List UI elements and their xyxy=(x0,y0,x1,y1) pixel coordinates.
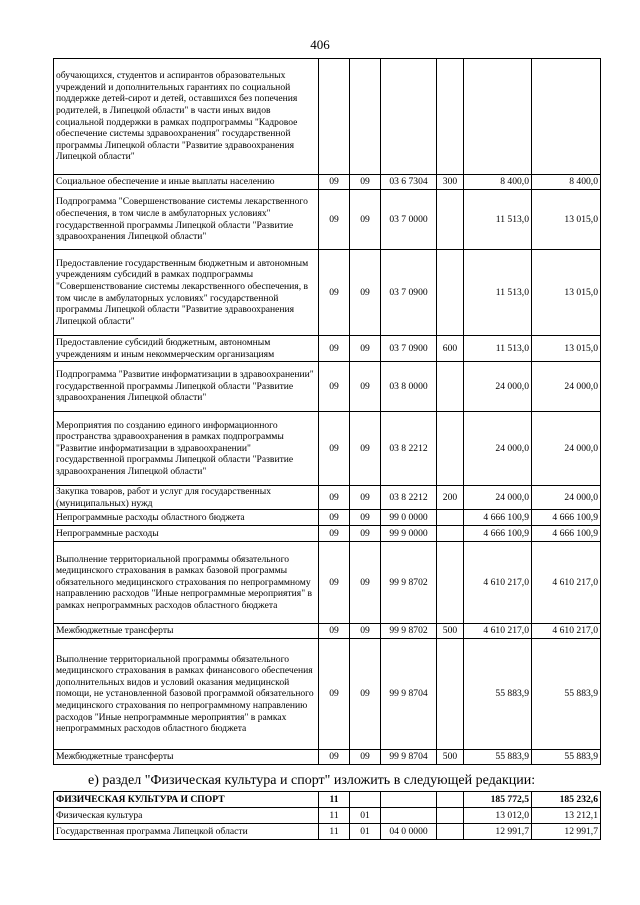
table-row xyxy=(54,824,601,840)
amount-year2-cell: 12 991,7 xyxy=(532,824,601,840)
section-cell: 11 xyxy=(319,824,350,840)
amount-year2-cell: 185 232,6 xyxy=(532,792,601,808)
subsection-cell: 01 xyxy=(350,808,381,824)
amount-year1-cell: 11 513,0 xyxy=(464,190,532,250)
name-cell: Физическая культура xyxy=(54,808,319,824)
amount-year1-cell: 4 610 217,0 xyxy=(464,542,532,624)
target-article-cell: 99 9 8704 xyxy=(381,750,437,765)
expense-type-cell: 200 xyxy=(437,486,464,510)
table-row xyxy=(54,190,601,250)
name-cell: обучающихся, студентов и аспирантов образовательных учреждений и дополнительных гарантиях по социальной поддержке детей-сирот и детей, оставшихся без попечения родителей, в Липецкой области" в части иных видов социальной поддержки в рамках подпрограммы "Кадровое обеспечение системы здравоохранения" государственной программы Липецкой области "Развитие здравоохранения Липецкой области" xyxy=(54,59,319,175)
amount-year2-cell: 24 000,0 xyxy=(532,486,601,510)
subsection-cell: 09 xyxy=(350,639,381,750)
table-row xyxy=(54,412,601,486)
target-article-cell: 99 9 0000 xyxy=(381,526,437,542)
name-cell: Подпрограмма "Совершенствование системы лекарственного обеспечения, в том числе в амбулаторных условиях" государственной программы Липецкой области "Развитие здравоохранения Липецкой области" xyxy=(54,190,319,250)
name-cell: Межбюджетные трансферты xyxy=(54,624,319,639)
section-cell: 09 xyxy=(319,639,350,750)
table-row xyxy=(54,526,601,542)
section-heading: е) раздел "Физическая культура и спорт" изложить в следующей редакции: xyxy=(88,773,536,788)
section-cell: 09 xyxy=(319,486,350,510)
section-cell: 09 xyxy=(319,412,350,486)
budget-table xyxy=(53,58,601,765)
section-cell: 09 xyxy=(319,510,350,526)
section-cell xyxy=(319,59,350,175)
table-row xyxy=(54,510,601,526)
amount-year1-cell: 4 610 217,0 xyxy=(464,624,532,639)
table-row xyxy=(54,792,601,808)
amount-year2-cell: 4 610 217,0 xyxy=(532,542,601,624)
subsection-cell: 09 xyxy=(350,526,381,542)
expense-type-cell xyxy=(437,542,464,624)
amount-year2-cell xyxy=(532,59,601,175)
expense-type-cell xyxy=(437,792,464,808)
name-cell: Выполнение территориальной программы обязательного медицинского страхования в рамках базовой программы обязательного медицинского страхования по непрограммному направлению расходов "Иные непрограммные мероприятия" в рамках непрограммных расходов областного бюджета xyxy=(54,542,319,624)
section-cell: 09 xyxy=(319,362,350,412)
subsection-cell: 09 xyxy=(350,412,381,486)
expense-type-cell xyxy=(437,362,464,412)
table-row xyxy=(54,250,601,336)
name-cell: Социальное обеспечение и иные выплаты населению xyxy=(54,175,319,190)
amount-year1-cell: 55 883,9 xyxy=(464,750,532,765)
amount-year2-cell: 24 000,0 xyxy=(532,362,601,412)
amount-year2-cell: 55 883,9 xyxy=(532,750,601,765)
table-row xyxy=(54,336,601,362)
name-cell: Непрограммные расходы областного бюджета xyxy=(54,510,319,526)
amount-year2-cell: 4 666 100,9 xyxy=(532,526,601,542)
target-article-cell xyxy=(381,808,437,824)
expense-type-cell xyxy=(437,412,464,486)
table-row xyxy=(54,808,601,824)
amount-year1-cell xyxy=(464,59,532,175)
amount-year1-cell: 24 000,0 xyxy=(464,486,532,510)
section-cell: 11 xyxy=(319,792,350,808)
expense-type-cell xyxy=(437,510,464,526)
amount-year1-cell: 4 666 100,9 xyxy=(464,526,532,542)
amount-year2-cell: 13 015,0 xyxy=(532,250,601,336)
amount-year1-cell: 12 991,7 xyxy=(464,824,532,840)
amount-year2-cell: 13 212,1 xyxy=(532,808,601,824)
subsection-cell: 01 xyxy=(350,824,381,840)
subsection-cell xyxy=(350,59,381,175)
name-cell: Закупка товаров, работ и услуг для государственных (муниципальных) нужд xyxy=(54,486,319,510)
section-cell: 09 xyxy=(319,250,350,336)
subsection-cell: 09 xyxy=(350,362,381,412)
table-row xyxy=(54,175,601,190)
expense-type-cell xyxy=(437,526,464,542)
amount-year1-cell: 24 000,0 xyxy=(464,362,532,412)
target-article-cell xyxy=(381,792,437,808)
expense-type-cell xyxy=(437,59,464,175)
target-article-cell: 03 7 0000 xyxy=(381,190,437,250)
subsection-cell: 09 xyxy=(350,542,381,624)
subsection-cell: 09 xyxy=(350,250,381,336)
expense-type-cell: 500 xyxy=(437,750,464,765)
section-cell: 09 xyxy=(319,526,350,542)
expense-type-cell xyxy=(437,824,464,840)
subsection-cell: 09 xyxy=(350,486,381,510)
target-article-cell: 99 9 8704 xyxy=(381,639,437,750)
name-cell: Межбюджетные трансферты xyxy=(54,750,319,765)
expense-type-cell xyxy=(437,808,464,824)
name-cell: Государственная программа Липецкой области xyxy=(54,824,319,840)
section-cell: 09 xyxy=(319,624,350,639)
subsection-cell: 09 xyxy=(350,510,381,526)
expense-type-cell xyxy=(437,639,464,750)
subsection-cell xyxy=(350,792,381,808)
table-row xyxy=(54,639,601,750)
expense-type-cell: 300 xyxy=(437,175,464,190)
amount-year1-cell: 24 000,0 xyxy=(464,412,532,486)
amount-year1-cell: 13 012,0 xyxy=(464,808,532,824)
amount-year1-cell: 11 513,0 xyxy=(464,250,532,336)
amount-year1-cell: 8 400,0 xyxy=(464,175,532,190)
name-cell: Выполнение территориальной программы обязательного медицинского страхования в рамках финансового обеспечения дополнительных видов и условий оказания медицинской помощи, не установленной базовой программой обязательного медицинского страхования по непрограммному направлению расходов "Иные непрограммные мероприятия" в рамках непрограммных расходов областного бюджета xyxy=(54,639,319,750)
target-article-cell: 99 9 8702 xyxy=(381,624,437,639)
target-article-cell: 03 7 0900 xyxy=(381,336,437,362)
name-cell: Подпрограмма "Развитие информатизации в здравоохранении" государственной программы Липецкой области "Развитие здравоохранения Липецкой области" xyxy=(54,362,319,412)
target-article-cell: 99 9 8702 xyxy=(381,542,437,624)
target-article-cell: 03 8 2212 xyxy=(381,486,437,510)
amount-year2-cell: 8 400,0 xyxy=(532,175,601,190)
target-article-cell: 03 8 2212 xyxy=(381,412,437,486)
table-row xyxy=(54,59,601,175)
section-cell: 09 xyxy=(319,175,350,190)
subsection-cell: 09 xyxy=(350,750,381,765)
target-article-cell: 03 7 0900 xyxy=(381,250,437,336)
subsection-cell: 09 xyxy=(350,336,381,362)
table-row xyxy=(54,624,601,639)
section-cell: 09 xyxy=(319,542,350,624)
target-article-cell: 03 8 0000 xyxy=(381,362,437,412)
amount-year1-cell: 55 883,9 xyxy=(464,639,532,750)
section-cell: 09 xyxy=(319,190,350,250)
amount-year2-cell: 13 015,0 xyxy=(532,190,601,250)
table-row xyxy=(54,362,601,412)
subsection-cell: 09 xyxy=(350,624,381,639)
target-article-cell: 04 0 0000 xyxy=(381,824,437,840)
table-row xyxy=(54,750,601,765)
subsection-cell: 09 xyxy=(350,190,381,250)
expense-type-cell: 500 xyxy=(437,624,464,639)
expense-type-cell xyxy=(437,250,464,336)
page-number: 406 xyxy=(310,37,330,52)
name-cell: Мероприятия по созданию единого информационного пространства здравоохранения в рамках подпрограммы "Развитие информатизации в здравоохранении" государственной программы Липецкой области "Развитие здравоохранения Липецкой области" xyxy=(54,412,319,486)
table-row xyxy=(54,486,601,510)
expense-type-cell xyxy=(437,190,464,250)
target-article-cell: 03 6 7304 xyxy=(381,175,437,190)
name-cell: ФИЗИЧЕСКАЯ КУЛЬТУРА И СПОРТ xyxy=(54,792,319,808)
amount-year2-cell: 4 610 217,0 xyxy=(532,624,601,639)
amount-year1-cell: 185 772,5 xyxy=(464,792,532,808)
subsection-cell: 09 xyxy=(350,175,381,190)
name-cell: Предоставление государственным бюджетным и автономным учреждениям субсидий в рамках подпрограммы "Совершенствование системы лекарственного обеспечения, в том числе в амбулаторных условиях" государственной программы Липецкой области "Развитие здравоохранения Липецкой области" xyxy=(54,250,319,336)
amount-year2-cell: 24 000,0 xyxy=(532,412,601,486)
amount-year2-cell: 55 883,9 xyxy=(532,639,601,750)
section-cell: 09 xyxy=(319,750,350,765)
table-row xyxy=(54,542,601,624)
sport-table xyxy=(53,791,601,840)
name-cell: Непрограммные расходы xyxy=(54,526,319,542)
section-cell: 09 xyxy=(319,336,350,362)
amount-year2-cell: 13 015,0 xyxy=(532,336,601,362)
amount-year2-cell: 4 666 100,9 xyxy=(532,510,601,526)
amount-year1-cell: 11 513,0 xyxy=(464,336,532,362)
target-article-cell: 99 0 0000 xyxy=(381,510,437,526)
amount-year1-cell: 4 666 100,9 xyxy=(464,510,532,526)
expense-type-cell: 600 xyxy=(437,336,464,362)
target-article-cell xyxy=(381,59,437,175)
section-cell: 11 xyxy=(319,808,350,824)
name-cell: Предоставление субсидий бюджетным, автономным учреждениям и иным некоммерческим организациям xyxy=(54,336,319,362)
